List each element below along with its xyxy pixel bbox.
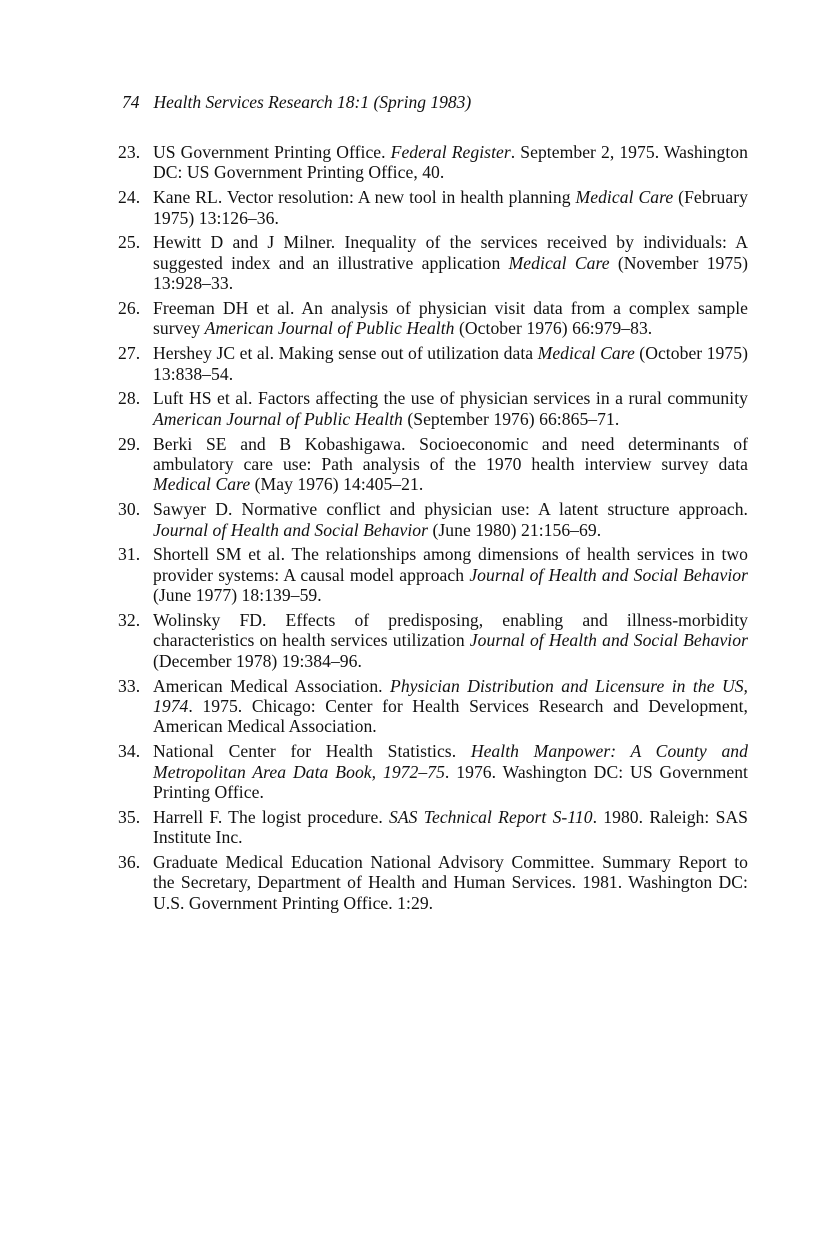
reference-item bbox=[118, 852, 748, 913]
reference-text: Graduate Medical Education National Advisory Committee. Summary Report to the Secretary, Department of Health and Human Services. 1981. Washington DC: U.S. Government Printing Office. 1:29. bbox=[153, 852, 748, 913]
reference-text: Wolinsky FD. Effects of predisposing, enabling and illness-morbidity characteristics on health services utilization bbox=[153, 610, 748, 651]
reference-details: . 1980. Raleigh: SAS Institute Inc. bbox=[153, 806, 748, 848]
reference-number: 24. bbox=[118, 187, 141, 208]
reference-text: Freeman DH et al. An analysis of physician visit data from a complex sample survey bbox=[153, 298, 748, 339]
reference-details: (May 1976) 14:405–21. bbox=[250, 474, 424, 495]
reference-source-title: American Journal of Public Health bbox=[153, 408, 403, 429]
reference-source-title: Medical Care bbox=[575, 187, 674, 208]
reference-text: Hewitt D and J Milner. Inequality of the services received by individuals: A suggested index and an illustrative application bbox=[153, 232, 748, 273]
reference-number: 23. bbox=[118, 142, 141, 162]
reference-number: 26. bbox=[118, 298, 141, 319]
reference-number: 28. bbox=[118, 388, 141, 409]
reference-details: (June 1977) 18:139–59. bbox=[153, 585, 322, 606]
reference-text: Shortell SM et al. The relationships among dimensions of health services in two provider systems: A causal model approach bbox=[153, 544, 748, 585]
reference-details: . 1976. Washington DC: US Government Printing Office. bbox=[153, 761, 748, 803]
reference-number: 29. bbox=[118, 433, 141, 454]
reference-text: Harrell F. The logist procedure. bbox=[153, 806, 390, 827]
reference-details: (June 1980) 21:156–69. bbox=[428, 519, 602, 540]
reference-number: 25. bbox=[118, 232, 141, 253]
reference-source-title: Medical Care bbox=[153, 474, 251, 495]
running-header bbox=[122, 92, 471, 113]
reference-source-title: Medical Care bbox=[537, 343, 635, 364]
reference-item bbox=[118, 499, 748, 540]
reference-details: . September 2, 1975. Washington DC: US Government Printing Office, 40. bbox=[153, 142, 748, 183]
reference-text: Luft HS et al. Factors affecting the use of physician services in a rural community bbox=[153, 388, 748, 409]
reference-number: 27. bbox=[118, 343, 141, 364]
reference-item bbox=[118, 142, 748, 183]
reference-source-title: Federal Register bbox=[390, 142, 511, 162]
reference-number: 31. bbox=[118, 544, 141, 565]
reference-source-title: Journal of Health and Social Behavior bbox=[153, 519, 428, 540]
reference-details: (November 1975) 13:928–33. bbox=[153, 252, 748, 294]
reference-source-title: SAS Technical Report S-110 bbox=[389, 806, 593, 827]
reference-item bbox=[118, 187, 748, 228]
reference-details: (October 1975) 13:838–54. bbox=[153, 343, 748, 384]
page-number: 74 bbox=[122, 92, 140, 112]
reference-list bbox=[118, 142, 748, 918]
reference-number: 35. bbox=[118, 806, 141, 827]
journal-citation: Health Services Research 18:1 (Spring 1983) bbox=[153, 92, 472, 112]
reference-item bbox=[118, 232, 748, 293]
reference-item bbox=[118, 676, 748, 737]
reference-item bbox=[118, 343, 748, 384]
reference-source-title: Journal of Health and Social Behavior bbox=[469, 630, 748, 651]
reference-item bbox=[118, 388, 748, 429]
reference-details: (February 1975) 13:126–36. bbox=[153, 187, 748, 228]
reference-source-title: American Journal of Public Health bbox=[204, 318, 455, 339]
reference-number: 34. bbox=[118, 741, 141, 762]
reference-text: Hershey JC et al. Making sense out of utilization data bbox=[153, 343, 538, 364]
reference-item bbox=[118, 610, 748, 671]
reference-number: 30. bbox=[118, 499, 141, 520]
reference-number: 33. bbox=[118, 675, 141, 696]
reference-text: American Medical Association. bbox=[153, 675, 391, 696]
reference-item bbox=[118, 807, 748, 848]
reference-source-title: Health Manpower: A County and Metropolitan Area Data Book, 1972–75 bbox=[153, 741, 748, 782]
reference-text: US Government Printing Office. bbox=[153, 142, 391, 162]
reference-text: Sawyer D. Normative conflict and physician use: A latent structure approach. bbox=[153, 499, 748, 520]
reference-text: Kane RL. Vector resolution: A new tool in health planning bbox=[153, 187, 576, 208]
reference-details: . 1975. Chicago: Center for Health Services Research and Development, American Medical Association. bbox=[153, 696, 748, 737]
reference-details: (December 1978) 19:384–96. bbox=[153, 650, 362, 671]
reference-text: National Center for Health Statistics. bbox=[153, 741, 471, 762]
reference-source-title: Medical Care bbox=[508, 252, 610, 273]
reference-item bbox=[118, 434, 748, 495]
reference-text: Berki SE and B Kobashigawa. Socioeconomic and need determinants of ambulatory care use: Path analysis of the 1970 health interview survey data bbox=[153, 433, 748, 475]
reference-source-title: Physician Distribution and Licensure in the US, 1974 bbox=[153, 675, 748, 717]
reference-number: 36. bbox=[118, 852, 141, 873]
reference-details: (September 1976) 66:865–71. bbox=[402, 408, 620, 429]
reference-item bbox=[118, 298, 748, 339]
reference-item bbox=[118, 544, 748, 605]
reference-item bbox=[118, 741, 748, 802]
reference-source-title: Journal of Health and Social Behavior bbox=[469, 564, 749, 585]
reference-details: (October 1976) 66:979–83. bbox=[454, 318, 653, 339]
reference-number: 32. bbox=[118, 610, 141, 631]
